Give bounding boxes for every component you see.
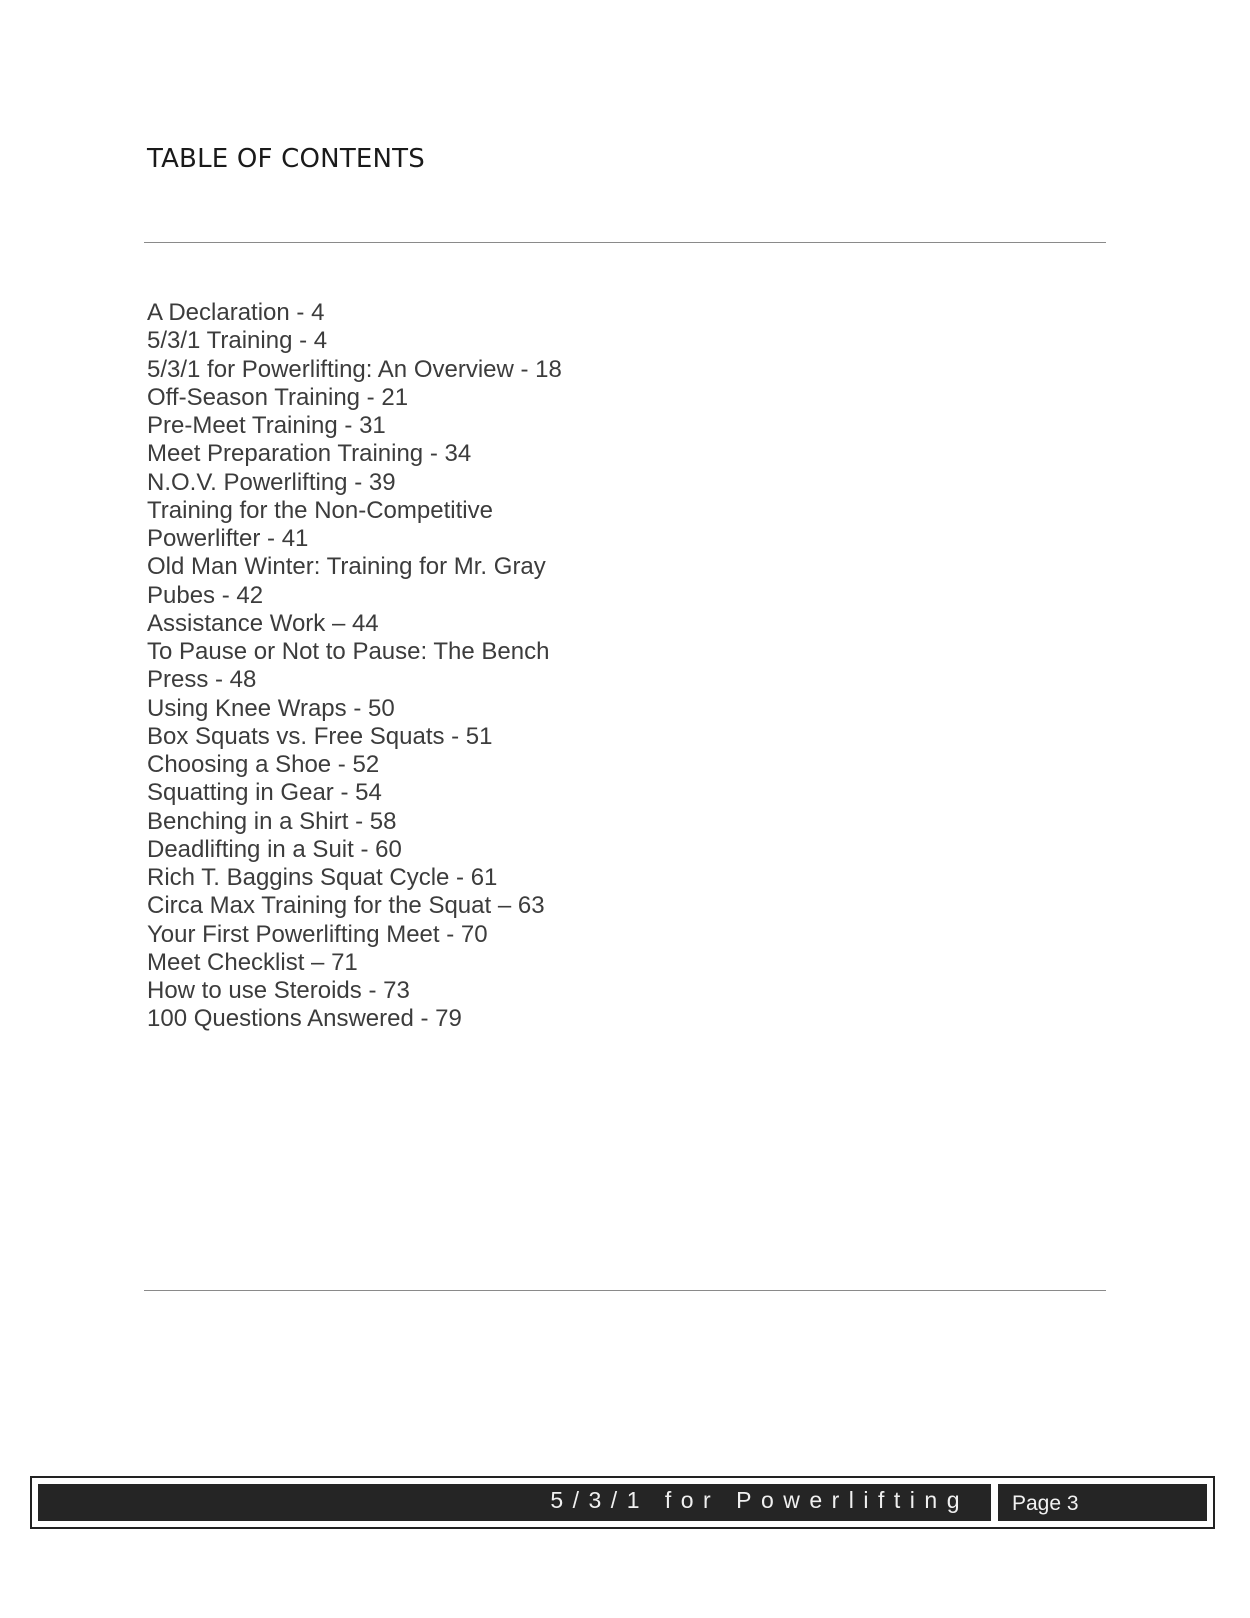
footer-book-title: 5/3/1 for Powerlifting [550, 1487, 969, 1513]
toc-line: A Declaration - 4 [147, 299, 325, 326]
toc-line: Squatting in Gear - 54 [147, 779, 382, 807]
toc-line: Press - 48 [147, 666, 257, 694]
toc-line: N.O.V. Powerlifting - 39 [147, 468, 396, 496]
toc-line: Rich T. Baggins Squat Cycle - 61 [147, 864, 498, 891]
toc-line: Pre-Meet Training - 31 [147, 412, 386, 439]
bottom-divider [144, 1290, 1106, 1291]
toc-line: Box Squats vs. Free Squats - 51 [147, 722, 493, 750]
footer-page-box [998, 1484, 1207, 1521]
toc-line: Meet Preparation Training - 34 [147, 440, 472, 468]
top-divider [144, 242, 1106, 243]
toc-line: Training for the Non-Competitive [147, 496, 493, 524]
footer-title-bar [38, 1484, 991, 1521]
toc-line: Assistance Work – 44 [147, 609, 379, 637]
toc-line: To Pause or Not to Pause: The Bench [147, 638, 550, 665]
toc-line: Deadlifting in a Suit - 60 [147, 835, 402, 863]
page-footer [30, 1476, 1215, 1529]
toc-line: 5/3/1 Training - 4 [147, 327, 328, 355]
toc-line: Circa Max Training for the Squat – 63 [147, 892, 545, 920]
toc-line: 100 Questions Answered - 79 [147, 1005, 462, 1033]
toc-line: Powerlifter - 41 [147, 525, 309, 552]
toc-line: Your First Powerlifting Meet - 70 [147, 920, 488, 948]
page-number: Page 3 [1012, 1492, 1079, 1515]
toc-line: Off-Season Training - 21 [147, 383, 409, 411]
toc-line: 5/3/1 for Powerlifting: An Overview - 18 [147, 355, 562, 383]
toc-line: Old Man Winter: Training for Mr. Gray [147, 553, 546, 581]
toc-line: Benching in a Shirt - 58 [147, 807, 397, 835]
toc-list [147, 299, 562, 1034]
toc-line: How to use Steroids - 73 [147, 977, 410, 1004]
toc-line: Choosing a Shoe - 52 [147, 751, 380, 778]
toc-line: Pubes - 42 [147, 581, 264, 609]
toc-line: Using Knee Wraps - 50 [147, 694, 395, 722]
toc-line: Meet Checklist – 71 [147, 948, 358, 976]
page-title: TABLE OF CONTENTS [147, 144, 425, 174]
